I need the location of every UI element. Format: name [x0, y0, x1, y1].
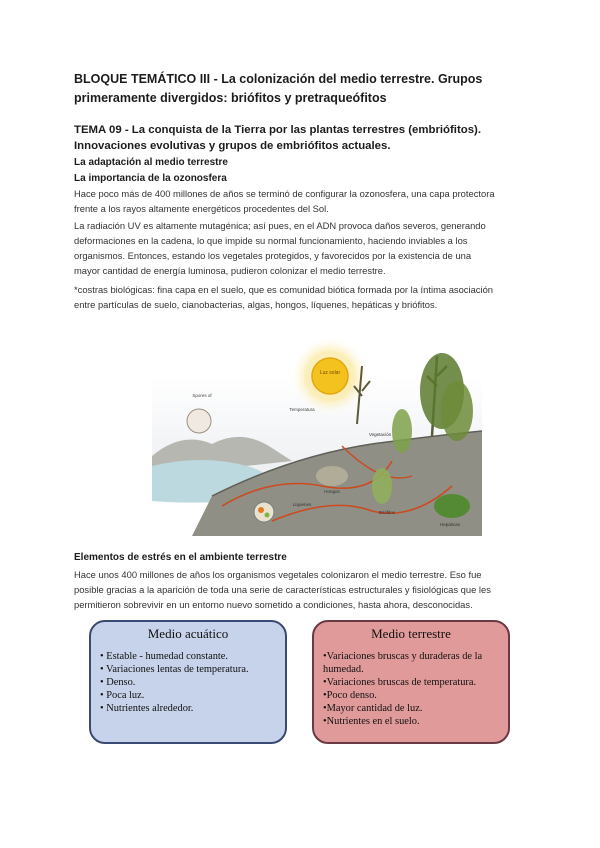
lichen-patch — [316, 466, 348, 486]
paragraph-line: entre partículas de suelo, cianobacterias, algas, hongos, líquenes, hepáticas y briófitos. — [74, 299, 438, 310]
paragraph-line: mayor cantidad de energía luminosa, pudieron colonizar el medio terrestre. — [74, 265, 386, 276]
paragraph-line: deformaciones en la cadena, lo que impide su normal funcionamiento, haciendo inviables a los — [74, 235, 468, 246]
paragraph-line: *costras biológicas: fina capa en el suelo, que es comunidad biótica formada por la íntima asociación — [74, 284, 493, 295]
paragraph-line: Hace poco más de 400 millones de años se terminó de configurar la ozonosfera, una capa protectora — [74, 188, 495, 199]
section-heading-stress: Elementos de estrés en el ambiente terrestre — [74, 552, 287, 563]
sun-icon — [312, 358, 348, 394]
fern — [392, 409, 412, 453]
list-item: •Variaciones bruscas de temperatura. — [323, 677, 477, 688]
section-heading-adaptation: La adaptación al medio terrestre — [74, 157, 228, 168]
microbe-inset — [254, 502, 274, 522]
paragraph-ozonosphere — [74, 186, 526, 216]
lichens-label: Líquenes — [292, 502, 312, 507]
paragraph-line: La radiación UV es altamente mutagénica; así pues, en el ADN provoca daños severos, generando — [74, 220, 486, 231]
list-item: •Mayor cantidad de luz. — [323, 703, 423, 714]
paragraph-stress — [74, 567, 526, 612]
list-item: • Poca luz. — [100, 690, 145, 701]
tema-title — [74, 122, 526, 154]
list-item: • Denso. — [100, 677, 136, 688]
microbe-cell — [258, 507, 264, 513]
paragraph-line: Hace unos 400 millones de años los organismos vegetales colonizaron el medio terrestre. Eso fue — [74, 569, 482, 580]
paragraph-line: frente a los rayos altamente energéticos procedentes del Sol. — [74, 203, 329, 214]
spore-label: Spores of — [192, 393, 212, 398]
block-title-line-2: primeramente divergidos: briófitos y pretraqueófitos — [74, 91, 387, 105]
list-item: •Poco denso. — [323, 690, 377, 701]
paragraph-line: organismos. Entonces, estando los vegetales protegidos, y favorecidos por la existencia de una — [74, 250, 472, 261]
moss-patch — [434, 494, 470, 518]
list-item: • Nutrientes alrededor. — [100, 703, 194, 714]
terrestrial-medium-box — [312, 620, 510, 744]
bryophytes-label: Briófitos — [378, 510, 396, 515]
terrestrial-medium-list — [314, 650, 508, 728]
sun-label: Luz solar — [319, 370, 341, 376]
microbe-cell — [265, 513, 270, 518]
land-colonization-illustration — [152, 336, 482, 536]
vegetation-label: Vegetación — [368, 432, 392, 437]
paragraph-line: permitieron sobrevivir en un entorno nuevo sometido a condiciones, hasta ahora, desconocidas. — [74, 599, 473, 610]
list-item: •Nutrientes en el suelo. — [323, 716, 420, 727]
tema-title-line-1: TEMA 09 - La conquista de la Tierra por las plantas terrestres (embriófitos). — [74, 124, 482, 136]
spore-inset — [187, 409, 211, 433]
terrestrial-medium-title: Medio terrestre — [371, 626, 451, 641]
paragraph-biological-crusts — [74, 282, 526, 312]
paragraph-line: posible gracias a la aparición de toda una serie de características estructurales y fisiológicas que les — [74, 584, 491, 595]
fungi-label: Hongos — [324, 489, 340, 494]
list-item: • Estable - humedad constante. — [100, 651, 228, 662]
paragraph-uv-radiation — [74, 218, 526, 278]
tema-title-line-2: Innovaciones evolutivas y grupos de embriófitos actuales. — [74, 140, 391, 152]
block-title-line-1: BLOQUE TEMÁTICO III - La colonización del medio terrestre. Grupos — [74, 72, 483, 86]
aquatic-medium-title: Medio acuático — [147, 626, 229, 641]
tree-canopy — [441, 381, 473, 441]
liverworts-label: Hepáticas — [439, 522, 461, 527]
section-subheading-ozonosphere: La importancia de la ozonosfera — [74, 173, 227, 184]
temperature-label: Temperatura — [289, 407, 315, 412]
list-item: •Variaciones bruscas y duraderas de la humedad. — [323, 651, 483, 675]
aquatic-medium-list — [91, 650, 285, 715]
list-item: • Variaciones lentas de temperatura. — [100, 664, 249, 675]
aquatic-medium-box — [89, 620, 287, 744]
block-title — [74, 70, 526, 108]
liverwort — [372, 468, 392, 504]
